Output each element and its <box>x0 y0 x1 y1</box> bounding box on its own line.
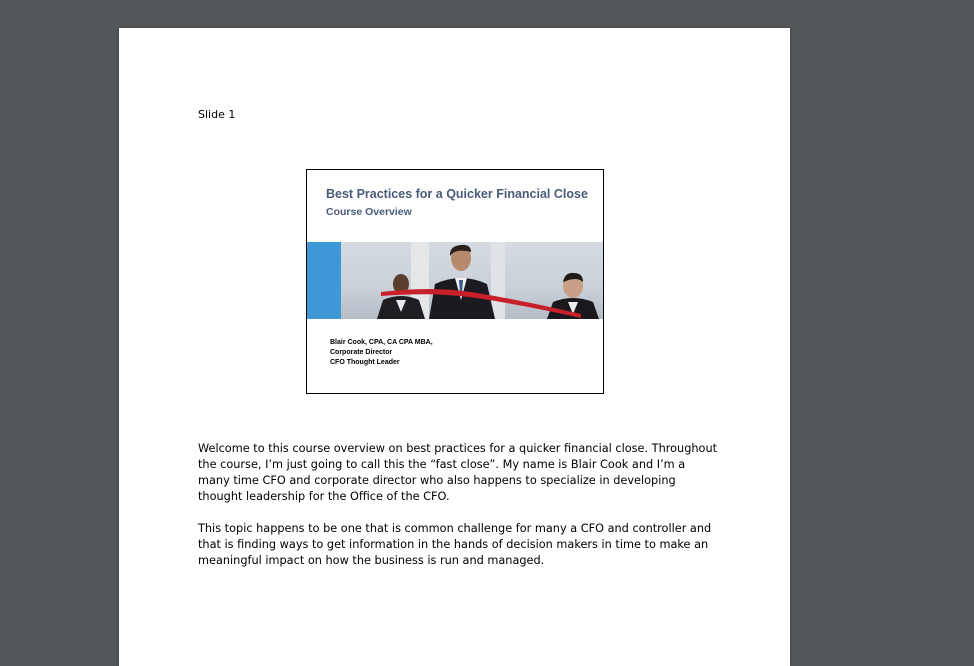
slide-banner <box>307 242 603 319</box>
slide-thumbnail <box>306 169 604 394</box>
finish-line-photo <box>341 242 603 319</box>
slide-title: Best Practices for a Quicker Financial Close <box>326 187 588 201</box>
notes-paragraph: Welcome to this course overview on best practices for a quicker financial close. Throughout the course, I’m just going to call this the “fast close”. My name is Blair Cook and I’m a many time CFO and corporate director who also happens to specialize in developing thought leadership for the Office of the CFO. <box>198 442 718 503</box>
notes-paragraph: This topic happens to be one that is common challenge for many a CFO and controller and that is finding ways to get information in the hands of decision makers in time to make an meaningful impact on how the business is run and managed. <box>198 522 712 567</box>
slide-subtitle: Course Overview <box>326 206 412 218</box>
author-role: Corporate Director <box>330 349 393 356</box>
author-name: Blair Cook, CPA, CA CPA MBA, <box>330 339 433 346</box>
author-block <box>330 338 433 368</box>
slide-number-label: Slide 1 <box>198 108 236 121</box>
speaker-notes <box>198 441 718 585</box>
document-page <box>119 28 790 666</box>
author-title: CFO Thought Leader <box>330 359 400 366</box>
accent-bar <box>307 242 341 319</box>
